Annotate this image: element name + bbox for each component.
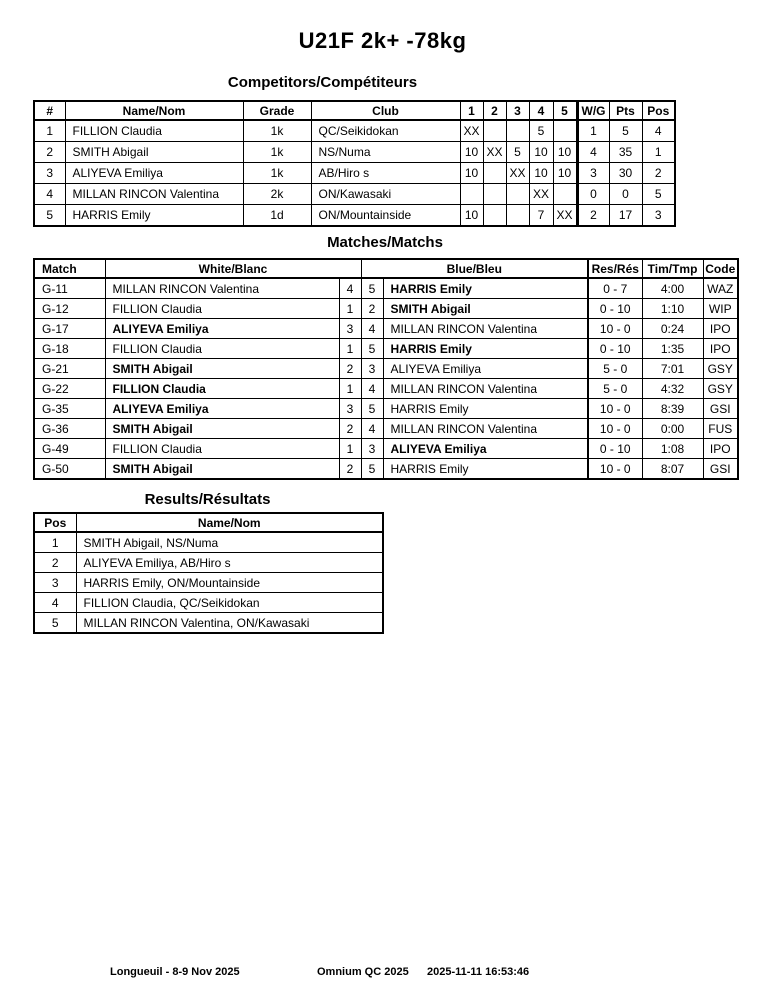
white-fighter-number: 1: [339, 439, 361, 459]
blue-fighter-name: HARRIS Emily: [383, 278, 588, 299]
col-name: Name/Nom: [65, 101, 243, 120]
match-id: G-11: [34, 278, 105, 299]
match-id: G-49: [34, 439, 105, 459]
match-time: 0:00: [642, 419, 703, 439]
score-vs-1: 10: [460, 142, 483, 163]
match-id: G-35: [34, 399, 105, 419]
final-name: ALIYEVA Emiliya, AB/Hiro s: [76, 553, 383, 573]
blue-fighter-name: MILLAN RINCON Valentina: [383, 319, 588, 339]
competitor-number: 1: [34, 120, 65, 142]
final-name: SMITH Abigail, NS/Numa: [76, 532, 383, 553]
competitor-row: [34, 120, 675, 142]
competitor-position: 5: [642, 184, 675, 205]
blue-fighter-number: 5: [361, 459, 383, 480]
competitor-club: ON/Mountainside: [311, 205, 460, 227]
competitor-name: MILLAN RINCON Valentina: [65, 184, 243, 205]
competitor-position: 1: [642, 142, 675, 163]
score-vs-2: [483, 205, 506, 227]
result-row: [34, 532, 383, 553]
match-code: GSY: [703, 359, 738, 379]
match-result: 10 - 0: [588, 399, 642, 419]
col-grade: Grade: [243, 101, 311, 120]
matches-heading: Matches/Matchs: [327, 234, 443, 251]
competitor-grade: 1k: [243, 142, 311, 163]
competitor-number: 4: [34, 184, 65, 205]
blue-fighter-name: SMITH Abigail: [383, 299, 588, 319]
competitor-wins: 4: [577, 142, 609, 163]
blue-fighter-name: HARRIS Emily: [383, 399, 588, 419]
white-fighter-name: SMITH Abigail: [105, 459, 339, 480]
white-fighter-name: SMITH Abigail: [105, 419, 339, 439]
competitor-row: [34, 163, 675, 184]
blue-fighter-name: HARRIS Emily: [383, 459, 588, 480]
score-vs-4: 7: [529, 205, 553, 227]
competitors-table: [33, 100, 676, 227]
match-id: G-36: [34, 419, 105, 439]
match-id: G-18: [34, 339, 105, 359]
competitor-grade: 2k: [243, 184, 311, 205]
competitor-points: 35: [609, 142, 642, 163]
final-name: FILLION Claudia, QC/Seikidokan: [76, 593, 383, 613]
blue-fighter-number: 4: [361, 319, 383, 339]
match-code: WAZ: [703, 278, 738, 299]
white-fighter-number: 1: [339, 339, 361, 359]
competitor-grade: 1k: [243, 120, 311, 142]
match-code: GSI: [703, 399, 738, 419]
score-vs-2: [483, 163, 506, 184]
competitor-row: [34, 142, 675, 163]
blue-fighter-number: 2: [361, 299, 383, 319]
footer-event-name: Omnium QC 2025: [317, 966, 409, 978]
competitor-wins: 0: [577, 184, 609, 205]
col-round-5: 5: [553, 101, 577, 120]
match-result: 0 - 10: [588, 439, 642, 459]
results-header-row: [34, 513, 383, 532]
result-row: [34, 553, 383, 573]
competitor-points: 17: [609, 205, 642, 227]
white-fighter-number: 1: [339, 379, 361, 399]
blue-fighter-number: 5: [361, 278, 383, 299]
competitor-grade: 1k: [243, 163, 311, 184]
white-fighter-name: MILLAN RINCON Valentina: [105, 278, 339, 299]
match-time: 0:24: [642, 319, 703, 339]
final-position: 5: [34, 613, 76, 634]
white-fighter-number: 4: [339, 278, 361, 299]
competitor-row: [34, 205, 675, 227]
footer-print-timestamp: 2025-11-11 16:53:46: [427, 966, 530, 978]
match-result: 0 - 10: [588, 339, 642, 359]
col-points: Pts: [609, 101, 642, 120]
competitor-club: QC/Seikidokan: [311, 120, 460, 142]
score-vs-3: [506, 120, 529, 142]
competitor-grade: 1d: [243, 205, 311, 227]
col-round-2: 2: [483, 101, 506, 120]
match-result: 10 - 0: [588, 419, 642, 439]
white-fighter-number: 3: [339, 399, 361, 419]
match-id: G-21: [34, 359, 105, 379]
match-code: GSI: [703, 459, 738, 480]
competitor-position: 3: [642, 205, 675, 227]
match-code: IPO: [703, 319, 738, 339]
competitor-points: 0: [609, 184, 642, 205]
score-vs-2: [483, 184, 506, 205]
match-time: 4:00: [642, 278, 703, 299]
col-round-4: 4: [529, 101, 553, 120]
score-vs-3: [506, 184, 529, 205]
white-fighter-name: FILLION Claudia: [105, 379, 339, 399]
match-row: [34, 379, 738, 399]
match-code: IPO: [703, 439, 738, 459]
match-id: G-50: [34, 459, 105, 480]
score-vs-4: 10: [529, 142, 553, 163]
white-fighter-number: 1: [339, 299, 361, 319]
match-code: GSY: [703, 379, 738, 399]
blue-fighter-name: ALIYEVA Emiliya: [383, 439, 588, 459]
white-fighter-number: 3: [339, 319, 361, 339]
competitor-name: SMITH Abigail: [65, 142, 243, 163]
match-time: 4:32: [642, 379, 703, 399]
match-row: [34, 319, 738, 339]
competitor-number: 5: [34, 205, 65, 227]
score-vs-5: [553, 184, 577, 205]
competitor-position: 2: [642, 163, 675, 184]
result-row: [34, 593, 383, 613]
white-fighter-number: 2: [339, 459, 361, 480]
col-round-3: 3: [506, 101, 529, 120]
score-vs-5: XX: [553, 205, 577, 227]
final-name: MILLAN RINCON Valentina, ON/Kawasaki: [76, 613, 383, 634]
white-fighter-name: SMITH Abigail: [105, 359, 339, 379]
match-result: 5 - 0: [588, 359, 642, 379]
competitor-position: 4: [642, 120, 675, 142]
footer-location-date: Longueuil - 8-9 Nov 2025: [110, 966, 240, 978]
blue-fighter-number: 4: [361, 419, 383, 439]
score-vs-4: 10: [529, 163, 553, 184]
results-heading: Results/Résultats: [144, 491, 271, 508]
score-vs-4: 5: [529, 120, 553, 142]
competitors-header-row: [34, 101, 675, 120]
match-id: G-12: [34, 299, 105, 319]
match-row: [34, 278, 738, 299]
match-result: 0 - 7: [588, 278, 642, 299]
match-time: 1:10: [642, 299, 703, 319]
page-title: U21F 2k+ -78kg: [298, 28, 467, 53]
col-wins: W/G: [577, 101, 609, 120]
match-time: 7:01: [642, 359, 703, 379]
matches-table: [33, 258, 739, 480]
blue-fighter-number: 5: [361, 399, 383, 419]
competitor-row: [34, 184, 675, 205]
score-vs-5: 10: [553, 163, 577, 184]
competitor-points: 30: [609, 163, 642, 184]
match-row: [34, 399, 738, 419]
results-table: [33, 512, 384, 634]
competitor-club: NS/Numa: [311, 142, 460, 163]
match-row: [34, 439, 738, 459]
score-vs-5: 10: [553, 142, 577, 163]
match-row: [34, 339, 738, 359]
match-result: 5 - 0: [588, 379, 642, 399]
match-code: WIP: [703, 299, 738, 319]
col-white: White/Blanc: [105, 259, 361, 278]
col-match: Match: [34, 259, 105, 278]
score-vs-3: XX: [506, 163, 529, 184]
competitor-points: 5: [609, 120, 642, 142]
col-code: Code: [703, 259, 738, 278]
competitor-club: ON/Kawasaki: [311, 184, 460, 205]
white-fighter-name: ALIYEVA Emiliya: [105, 319, 339, 339]
match-row: [34, 459, 738, 480]
col-final-position: Pos: [34, 513, 76, 532]
col-blue: Blue/Bleu: [361, 259, 588, 278]
final-position: 3: [34, 573, 76, 593]
matches-header-row: [34, 259, 738, 278]
col-result: Res/Rés: [588, 259, 642, 278]
final-position: 4: [34, 593, 76, 613]
match-row: [34, 419, 738, 439]
match-id: G-17: [34, 319, 105, 339]
score-vs-1: XX: [460, 120, 483, 142]
match-time: 1:35: [642, 339, 703, 359]
result-row: [34, 613, 383, 634]
competitor-name: ALIYEVA Emiliya: [65, 163, 243, 184]
match-code: IPO: [703, 339, 738, 359]
col-time: Tim/Tmp: [642, 259, 703, 278]
white-fighter-name: FILLION Claudia: [105, 339, 339, 359]
score-vs-1: 10: [460, 163, 483, 184]
score-vs-3: 5: [506, 142, 529, 163]
competitor-number: 3: [34, 163, 65, 184]
match-id: G-22: [34, 379, 105, 399]
competitor-name: FILLION Claudia: [65, 120, 243, 142]
score-vs-1: 10: [460, 205, 483, 227]
blue-fighter-number: 4: [361, 379, 383, 399]
competitor-wins: 2: [577, 205, 609, 227]
match-time: 1:08: [642, 439, 703, 459]
white-fighter-number: 2: [339, 419, 361, 439]
col-club: Club: [311, 101, 460, 120]
blue-fighter-number: 3: [361, 359, 383, 379]
competitor-name: HARRIS Emily: [65, 205, 243, 227]
competitor-wins: 1: [577, 120, 609, 142]
col-round-1: 1: [460, 101, 483, 120]
match-code: FUS: [703, 419, 738, 439]
col-final-name: Name/Nom: [76, 513, 383, 532]
white-fighter-name: ALIYEVA Emiliya: [105, 399, 339, 419]
result-row: [34, 573, 383, 593]
final-position: 2: [34, 553, 76, 573]
final-name: HARRIS Emily, ON/Mountainside: [76, 573, 383, 593]
score-vs-4: XX: [529, 184, 553, 205]
competitor-club: AB/Hiro s: [311, 163, 460, 184]
blue-fighter-name: MILLAN RINCON Valentina: [383, 379, 588, 399]
match-time: 8:07: [642, 459, 703, 480]
match-row: [34, 299, 738, 319]
score-vs-3: [506, 205, 529, 227]
white-fighter-name: FILLION Claudia: [105, 299, 339, 319]
match-row: [34, 359, 738, 379]
blue-fighter-number: 3: [361, 439, 383, 459]
score-vs-2: XX: [483, 142, 506, 163]
white-fighter-number: 2: [339, 359, 361, 379]
white-fighter-name: FILLION Claudia: [105, 439, 339, 459]
match-time: 8:39: [642, 399, 703, 419]
score-vs-1: [460, 184, 483, 205]
blue-fighter-name: MILLAN RINCON Valentina: [383, 419, 588, 439]
col-number: #: [34, 101, 65, 120]
blue-fighter-name: ALIYEVA Emiliya: [383, 359, 588, 379]
final-position: 1: [34, 532, 76, 553]
competitors-heading: Competitors/Compétiteurs: [227, 74, 418, 91]
blue-fighter-number: 5: [361, 339, 383, 359]
match-result: 10 - 0: [588, 319, 642, 339]
blue-fighter-name: HARRIS Emily: [383, 339, 588, 359]
score-vs-5: [553, 120, 577, 142]
competitor-number: 2: [34, 142, 65, 163]
match-result: 0 - 10: [588, 299, 642, 319]
competitor-wins: 3: [577, 163, 609, 184]
col-position: Pos: [642, 101, 675, 120]
score-vs-2: [483, 120, 506, 142]
match-result: 10 - 0: [588, 459, 642, 480]
